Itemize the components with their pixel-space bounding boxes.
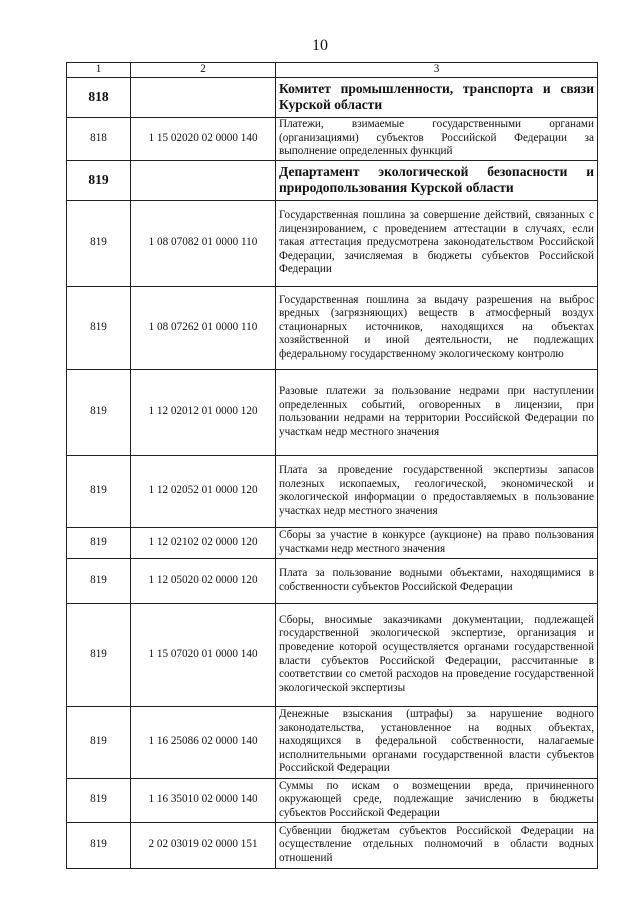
kbk-cell: 1 15 07020 01 0000 140 [131,603,276,706]
kbk-cell: 1 15 02020 02 0000 140 [131,117,276,160]
description-cell: Разовые платежи за пользование недрами при наступлении определенных событий, оговоренных в лицензии, при пользовании недрами на территории Российской Федерации по участкам недр местного значения [276,369,598,455]
description-cell: Плата за пользование водными объектами, находящимися в собственности субъектов Российской Федерации [276,558,598,603]
table-header-row [67,63,598,78]
page-number: 10 [312,37,328,54]
kbk-cell: 1 16 35010 02 0000 140 [131,778,276,822]
admin-code-cell: 819 [67,527,131,558]
admin-code-cell: 819 [67,603,131,706]
kbk-cell: 1 12 02102 02 0000 120 [131,527,276,558]
table-row [67,706,598,778]
table-row [67,369,598,455]
admin-code-cell: 818 [67,117,131,160]
revenue-codes-table [66,62,598,869]
description-cell: Платежи, взимаемые государственными органами (организациями) субъектов Российской Федерации за выполнение определенных функций [276,117,598,160]
admin-code-cell: 819 [67,200,131,286]
description-cell: Сборы за участие в конкурсе (аукционе) на право пользования участками недр местного значения [276,527,598,558]
admin-code-cell: 818 [67,77,131,117]
admin-code-cell: 819 [67,455,131,527]
kbk-cell: 1 08 07262 01 0000 110 [131,286,276,369]
table-row [67,778,598,822]
column-number-2: 2 [131,63,276,78]
table-row [67,558,598,603]
table-row-org [67,77,598,117]
organization-name-cell: Департамент экологической безопасности и природопользования Курской области [276,160,598,200]
admin-code-cell: 819 [67,778,131,822]
table-row [67,822,598,868]
kbk-cell: 1 16 25086 02 0000 140 [131,706,276,778]
description-cell: Денежные взыскания (штрафы) за нарушение водного законодательства, установленное на водных объектах, находящихся в федеральной собственности, налагаемые исполнительными органами государственной власти субъектов Российской Федерации [276,706,598,778]
admin-code-cell: 819 [67,706,131,778]
kbk-cell: 1 12 05020 02 0000 120 [131,558,276,603]
description-cell: Субвенции бюджетам субъектов Российской Федерации на осуществление отдельных полномочий в области водных отношений [276,822,598,868]
description-cell: Государственная пошлина за совершение действий, связанных с лицензированием, с проведением аттестации в случаях, если такая аттестация предусмотрена законодательством Российской Федерации, зачисляемая в бюджеты субъектов Российской Федерации [276,200,598,286]
admin-code-cell: 819 [67,558,131,603]
kbk-cell: 1 08 07082 01 0000 110 [131,200,276,286]
table-row-org [67,160,598,200]
kbk-cell [131,160,276,200]
column-number-1: 1 [67,63,131,78]
admin-code-cell: 819 [67,286,131,369]
admin-code-cell: 819 [67,822,131,868]
kbk-cell [131,77,276,117]
description-cell: Сборы, вносимые заказчиками документации, подлежащей государственной экологической экспертизе, организация и проведение которой осуществляется органами государственной власти субъектов Российской Федерации, рассчитанные в соответствии со сметой расходов на проведение государственной экологической экспертизы [276,603,598,706]
table-row [67,527,598,558]
kbk-cell: 2 02 03019 02 0000 151 [131,822,276,868]
column-number-3: 3 [276,63,598,78]
description-cell: Плата за проведение государственной экспертизы запасов полезных ископаемых, геологической, экономической и экологической информации о предоставляемых в пользование участках недр местного значения [276,455,598,527]
table-row [67,603,598,706]
description-cell: Государственная пошлина за выдачу разрешения на выброс вредных (загрязняющих) веществ в атмосферный воздух стационарных источников, находящихся на объектах хозяйственной и иной деятельности, не подлежащих федеральному государственному экологическому контролю [276,286,598,369]
organization-name-cell: Комитет промышленности, транспорта и связи Курской области [276,77,598,117]
table-row [67,455,598,527]
description-cell: Суммы по искам о возмещении вреда, причиненного окружающей среде, подлежащие зачислению в бюджеты субъектов Российской Федерации [276,778,598,822]
kbk-cell: 1 12 02012 01 0000 120 [131,369,276,455]
admin-code-cell: 819 [67,160,131,200]
admin-code-cell: 819 [67,369,131,455]
table-row [67,286,598,369]
kbk-cell: 1 12 02052 01 0000 120 [131,455,276,527]
table-row [67,117,598,160]
table-row [67,200,598,286]
